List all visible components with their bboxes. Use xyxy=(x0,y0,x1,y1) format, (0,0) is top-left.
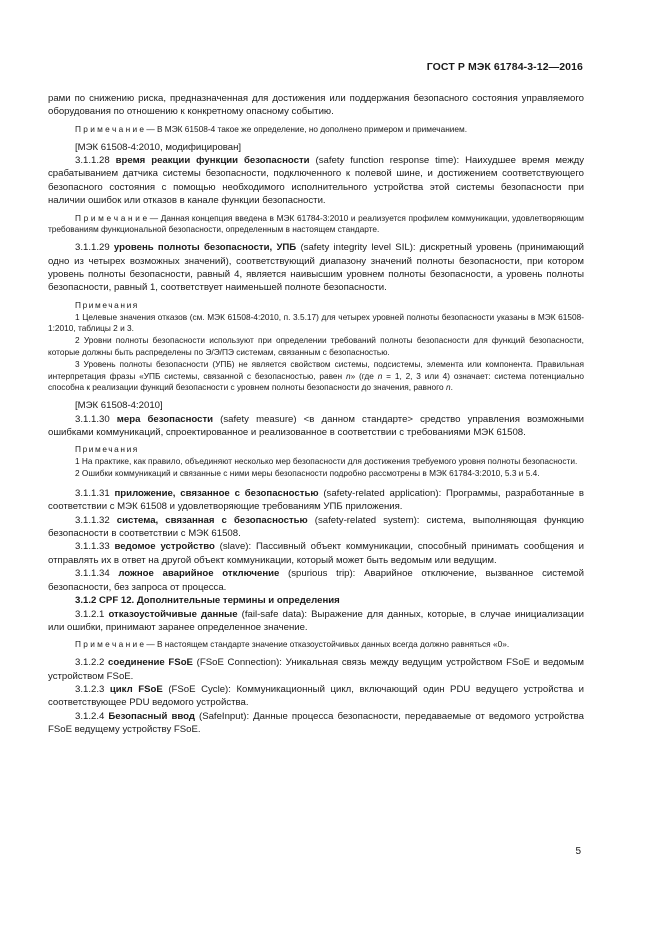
note-var: n xyxy=(377,370,383,381)
definition-number: 3.1.1.29 xyxy=(75,242,114,254)
definition-text: (FSoE Connection): Уникальная связь между ведущим устройством FSoE и ведомым устройством FSoE. xyxy=(48,657,584,682)
definition-3-1-1-31 xyxy=(48,487,584,514)
definition-3-1-1-28 xyxy=(48,154,584,208)
definition-3-1-1-29 xyxy=(48,241,584,295)
definition-3-1-2-3 xyxy=(48,683,584,710)
notes-heading: Примечания xyxy=(75,299,139,310)
definition-3-1-2-1 xyxy=(48,608,584,635)
definition-term: отказоустойчивые данные xyxy=(108,608,238,620)
definition-term: ведомое устройство xyxy=(114,541,215,553)
definition-number: 3.1.1.28 xyxy=(75,155,116,167)
note-label: П р и м е ч а н и е xyxy=(75,123,145,134)
note-label: П р и м е ч а н и е xyxy=(75,639,145,650)
paragraph-continuation: рами по снижению риска, предназначенная для достижения или поддержания безопасного состояния управляемого оборудования по отношению к конкретному опасному событию. xyxy=(48,93,584,118)
definition-term: соединение FSoE xyxy=(108,657,193,669)
definition-number: 3.1.1.33 xyxy=(75,541,115,553)
definition-term: мера безопасности xyxy=(116,413,214,425)
note-text: — В МЭК 61508-4 такое же определение, но дополнено примером и примечанием. xyxy=(144,123,468,134)
note-text: 3 Уровень полноты безопасности (УПБ) не является свойством системы, подсистемы, элемента или компонента. Правильная интерпретация фразы «УПБ системы, связанной с безопасностью, равен xyxy=(48,358,584,381)
note-text: — Данная концепция введена в МЭК 61784-3:2010 и реализуется профилем коммуникации, удовлетворяющим требованиям функциональной безопасности, определенным в настоящем стандарте. xyxy=(48,212,584,235)
note-text: = 1, 2, 3 или 4) означает: система потенциально способна к реализации функций безопасности с уровнем полноты безопасности до значения, равного xyxy=(48,370,584,393)
definition-text: (safety integrity level SIL): дискретный уровень (принимающий одно из четырех возможных значений), соответствующий диапазону значений полноты безопасности, при котором уровень полноты безопасности, равный 4, является наивысшим уровнем полноты безопасности, а уровень полноты безопасности, равный 1, соответствует наименьшей полноте безопасности. xyxy=(48,242,584,294)
note-1 xyxy=(48,124,584,136)
note-5 xyxy=(48,639,584,651)
note-item: 2 Уровни полноты безопасности используют при определении требований полноты безопасности для функций безопасности, которые должны быть распределены по Э/Э/ПЭ системам, связанным с безопасностью. xyxy=(48,335,584,358)
definition-term: время реакции функции безопасности xyxy=(115,155,310,167)
definition-3-1-2-2 xyxy=(48,656,584,683)
definition-3-1-1-30 xyxy=(48,413,584,440)
definition-text: (safety measure) <в данном стандарте> средство управления возможными ошибками коммуникаций, спроектированное и реализованное в соответствии с требованиями МЭК 61508. xyxy=(48,413,585,439)
definition-3-1-2-4 xyxy=(48,710,584,737)
note-var: n xyxy=(345,370,351,381)
note-2 xyxy=(48,213,584,237)
section-heading-text: 3.1.2 CPF 12. Дополнительные термины и определения xyxy=(75,595,340,607)
definition-text: (FSoE Cycle): Коммуникационный цикл, включающий один PDU ведущего устройства и соответствующее PDU ведомого устройства. xyxy=(48,683,584,709)
page-content xyxy=(48,92,584,737)
definition-text: (SafeInput): Данные процесса безопасности, передаваемые от ведомого устройства FSoE ведущему устройству FSoE. xyxy=(48,710,584,736)
definition-text: (fail-safe data): Выражение для данных, которые, в случае инициализации или ошибки, принимают заранее определенное значение. xyxy=(48,608,584,633)
definition-3-1-1-32 xyxy=(48,514,584,541)
definition-term: уровень полноты безопасности, УПБ xyxy=(113,242,297,254)
definition-number: 3.1.2.2 xyxy=(75,657,109,669)
standard-header: ГОСТ Р МЭК 61784-3-12—2016 xyxy=(426,61,583,73)
definition-number: 3.1.2.4 xyxy=(75,710,109,722)
definition-text: (slave): Пассивный объект коммуникации, способный принимать сообщения и отправлять их в ответ на другой объект коммуникации, который может быть ведомым или ведущим. xyxy=(48,541,584,566)
note-item: 1 Целевые значения отказов (см. МЭК 61508-4:2010, п. 3.5.17) для четырех уровней полноты безопасности указаны в МЭК 61508-1:2010, таблицы 2 и 3. xyxy=(48,311,584,334)
definition-term: приложение, связанное с безопасностью xyxy=(114,487,319,499)
definition-number: 3.1.1.30 xyxy=(75,413,117,425)
definition-number: 3.1.2.1 xyxy=(75,608,109,620)
definition-term: Безопасный ввод xyxy=(108,710,195,722)
note-text: . xyxy=(450,382,453,393)
definition-number: 3.1.2.3 xyxy=(75,683,110,695)
notes-heading: Примечания xyxy=(75,444,139,455)
definition-text: (safety-related system): система, выполняющая функцию безопасности в соответствии с МЭК 61508. xyxy=(48,514,584,540)
note-text: — В настоящем стандарте значение отказоустойчивых данных всегда должно равняться «0». xyxy=(144,639,510,650)
definition-text: (safety-related application): Программы, разработанные в соответствии с МЭК 61508 и удовлетворяющие требованиям УПБ приложения. xyxy=(48,487,585,513)
definition-term: цикл FSoE xyxy=(109,683,163,695)
definition-number: 3.1.1.32 xyxy=(75,514,117,526)
definition-3-1-1-34 xyxy=(48,567,584,594)
reference-1: [МЭК 61508-4:2010, модифицирован] xyxy=(75,141,242,153)
definition-term: ложное аварийное отключение xyxy=(118,568,280,580)
definition-term: система, связанная с безопасностью xyxy=(116,514,308,526)
section-heading-3-1-2 xyxy=(48,594,584,607)
note-item: 1 На практике, как правило, объединяют несколько мер безопасности для достижения требуемого уровня полноты безопасности. xyxy=(75,456,578,467)
note-item: 2 Ошибки коммуникаций и связанные с ними меры безопасности подробно рассмотрены в МЭК 61784-3:2010, 5.3 и 5.4. xyxy=(75,468,540,479)
definition-3-1-1-33 xyxy=(48,540,584,567)
definition-text: (safety function response time): Наихудшее время между срабатыванием датчика системы безопасности, подключенного к полевой шине, и достижением соответствующего безопасного состояния с помощью необходимого исполнительного устройства этой системы безопасности при наличии ошибок или отказов в канале функции безопасности. xyxy=(48,155,585,207)
definition-number: 3.1.1.31 xyxy=(75,487,115,499)
note-var: n xyxy=(445,382,451,393)
page-number: 5 xyxy=(575,846,581,857)
note-item xyxy=(48,359,584,394)
note-text: » (где xyxy=(350,370,378,381)
note-label: П р и м е ч а н и е xyxy=(75,212,148,223)
reference-2: [МЭК 61508-4:2010] xyxy=(75,400,163,412)
definition-number: 3.1.1.34 xyxy=(75,568,119,580)
definition-text: (spurious trip): Аварийное отключение, вызванное системой безопасности, без запроса от процесса. xyxy=(48,568,584,593)
